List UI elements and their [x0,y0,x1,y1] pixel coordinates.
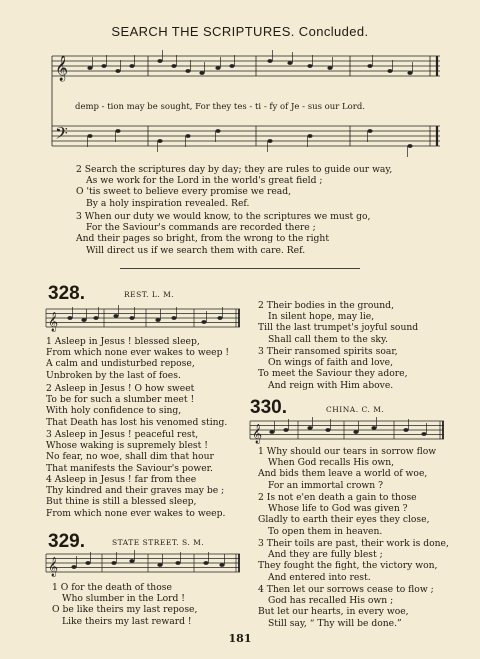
note-head [115,69,120,73]
note-head [371,426,376,430]
note-head [407,71,412,75]
hymn-330-verse-1 [258,446,436,491]
note-head [215,129,220,133]
tune-name-328: REST. L. M. [124,290,175,299]
verse-line: 2 Is not e'en death a gain to those [258,492,417,503]
verse-line: O 'tis sweet to believe every promise we read, [76,186,292,198]
note-head [217,316,222,320]
verse-line: Till the last trumpet's joyful sound [258,322,419,334]
page-title: SEARCH THE SCRIPTURES. Concluded. [111,24,369,39]
hymn-328-verse-1 [46,336,229,381]
music-staff-328 [44,305,244,335]
note-head [101,64,106,68]
note-head [307,426,312,430]
verse-line: But thine is still a blessed sleep, [46,496,197,508]
note-head [113,314,118,318]
hymn-328-verse-4 [46,474,225,519]
verse-line: And their pages so bright, from the wrong to the right [76,233,330,245]
note-head [185,69,190,73]
verse-line: That Death has lost his venomed sting. [46,416,228,428]
note-head [155,318,160,322]
verse-line: And entered into rest. [268,571,371,583]
hymn-329-verse-1 [52,582,197,627]
verse-line: 1 Why should our tears in sorrow flow [258,446,437,457]
note-head [129,559,134,563]
verse-block-top-3 [76,211,370,256]
hymn-number-328: 328. [48,283,85,304]
note-head [87,66,92,70]
note-head [171,316,176,320]
note-head [71,565,76,569]
verse-line: Whose waking is supremely blest ! [46,440,208,452]
note-head [81,318,86,322]
hymn-330-verse-3 [258,538,449,583]
svg-text:𝄞: 𝄞 [55,56,69,81]
music-staff-329 [44,550,244,580]
verse-line: Gladly to earth their eyes they close, [258,514,430,526]
note-head [129,316,134,320]
hymn-number-330: 330. [250,397,287,418]
svg-text:𝄢: 𝄢 [55,123,68,147]
verse-line: That manifests the Saviour's power. [46,462,213,474]
note-head [421,432,426,436]
note-head [325,428,330,432]
note-head [67,316,72,320]
verse-line: 2 Their bodies in the ground, [258,300,394,311]
note-head [407,144,412,148]
note-head [219,563,224,567]
verse-line: Unbroken by the last of foes. [46,369,181,381]
verse-line: 4 Asleep in Jesus ! far from thee [46,474,197,485]
note-head [93,316,98,320]
verse-line: Whose life to God was given ? [268,503,408,515]
tune-name-330: CHINA. C. M. [326,405,385,414]
note-head [307,64,312,68]
verse-line: Will direct us if we search them with care. Ref. [86,244,306,256]
verse-line: Still say, “ Thy will be done.” [268,617,402,629]
hymn-328-verse-2 [46,383,227,428]
verse-line: For an immortal crown ? [268,479,384,491]
verse-line: No fear, no woe, shall dim that hour [46,451,214,463]
verse-line: For the Saviour's commands are recorded there ; [86,222,316,234]
verse-line: And they are fully blest ; [268,549,383,561]
note-head [115,129,120,133]
svg-text:𝄞: 𝄞 [48,557,59,577]
verse-line: O be like theirs my last repose, [52,604,198,616]
hymn-328-col2-verse-2 [258,300,418,345]
note-head [175,561,180,565]
verse-line: God has recalled His own ; [268,595,394,607]
hymn-330-verse-2 [258,492,430,537]
music-staff-treble [0,0,480,160]
verse-line: To be for such a slumber meet ! [46,394,195,406]
note-head [185,134,190,138]
verse-line: 3 Asleep in Jesus ! peaceful rest, [46,429,199,440]
verse-line: A calm and undisturbed repose, [46,358,195,370]
verse-line: And reign with Him above. [268,379,394,391]
music-lyric-line: demp - tion may be sought, For they tes - ti - fy of Je - sus our Lord. [75,102,365,112]
hymn-328-verse-3 [46,429,214,474]
page-number: 181 [228,632,252,645]
hymn-number-329: 329. [48,531,85,552]
note-head [215,66,220,70]
verse-line: 4 Then let our sorrows cease to flow ; [258,584,434,595]
svg-text:𝄞: 𝄞 [48,312,59,332]
verse-line: As we work for the Lord in the world's great field ; [86,175,323,187]
note-head [307,134,312,138]
note-head [287,61,292,65]
note-head [353,430,358,434]
section-divider [120,268,360,269]
note-head [157,563,162,567]
note-head [267,59,272,63]
note-head [367,129,372,133]
note-head [283,428,288,432]
note-head [157,139,162,143]
note-head [87,134,92,138]
note-head [387,69,392,73]
verse-line: Who slumber in the Lord ! [62,593,185,605]
verse-line: By a holy inspiration revealed. Ref. [86,197,250,209]
verse-line: Shall call them to the sky. [268,333,388,345]
verse-block-top-2 [76,164,392,209]
verse-line: To open them in heaven. [268,525,383,537]
verse-line: With holy confidence to sing, [46,405,182,417]
verse-line: 2 Asleep in Jesus ! O how sweet [46,383,195,394]
note-head [201,320,206,324]
note-head [267,139,272,143]
verse-line: On wings of faith and love, [268,357,394,369]
note-head [403,428,408,432]
note-head [129,64,134,68]
verse-line: In silent hope, may lie, [268,311,375,323]
verse-line: 3 Their toils are past, their work is done, [258,538,449,549]
note-head [171,64,176,68]
note-head [85,561,90,565]
note-head [327,66,332,70]
verse-line: 3 Their ransomed spirits soar, [258,346,398,357]
verse-line: 3 When our duty we would know, to the scriptures we must go, [76,211,371,222]
verse-line: 2 Search the scriptures day by day; they are rules to guide our way, [76,164,393,175]
verse-line: When God recalls His own, [268,457,395,469]
note-head [199,71,204,75]
tune-name-329: STATE STREET. S. M. [112,538,205,547]
verse-line: 1 Asleep in Jesus ! blessed sleep, [46,336,200,347]
verse-line: 1 O for the death of those [52,582,172,593]
note-head [229,64,234,68]
music-staff-330 [248,417,448,447]
note-head [269,430,274,434]
verse-line: From which none ever wakes to weep. [46,507,226,519]
verse-line: Thy kindred and their graves may be ; [46,485,225,497]
verse-line: From which none ever wakes to weep ! [46,347,230,359]
svg-text:𝄞: 𝄞 [252,424,263,444]
verse-line: They fought the fight, the victory won, [258,560,438,572]
verse-line: But let our hearts, in every woe, [258,606,409,618]
hymn-328-col2-verse-3 [258,346,408,391]
hymn-330-verse-4 [258,584,434,629]
note-head [203,561,208,565]
note-head [367,64,372,68]
note-head [157,59,162,63]
verse-line: And bids them leave a world of woe, [258,468,428,480]
note-head [111,561,116,565]
verse-line: Like theirs my last reward ! [62,615,192,627]
verse-line: To meet the Saviour they adore, [258,368,408,380]
